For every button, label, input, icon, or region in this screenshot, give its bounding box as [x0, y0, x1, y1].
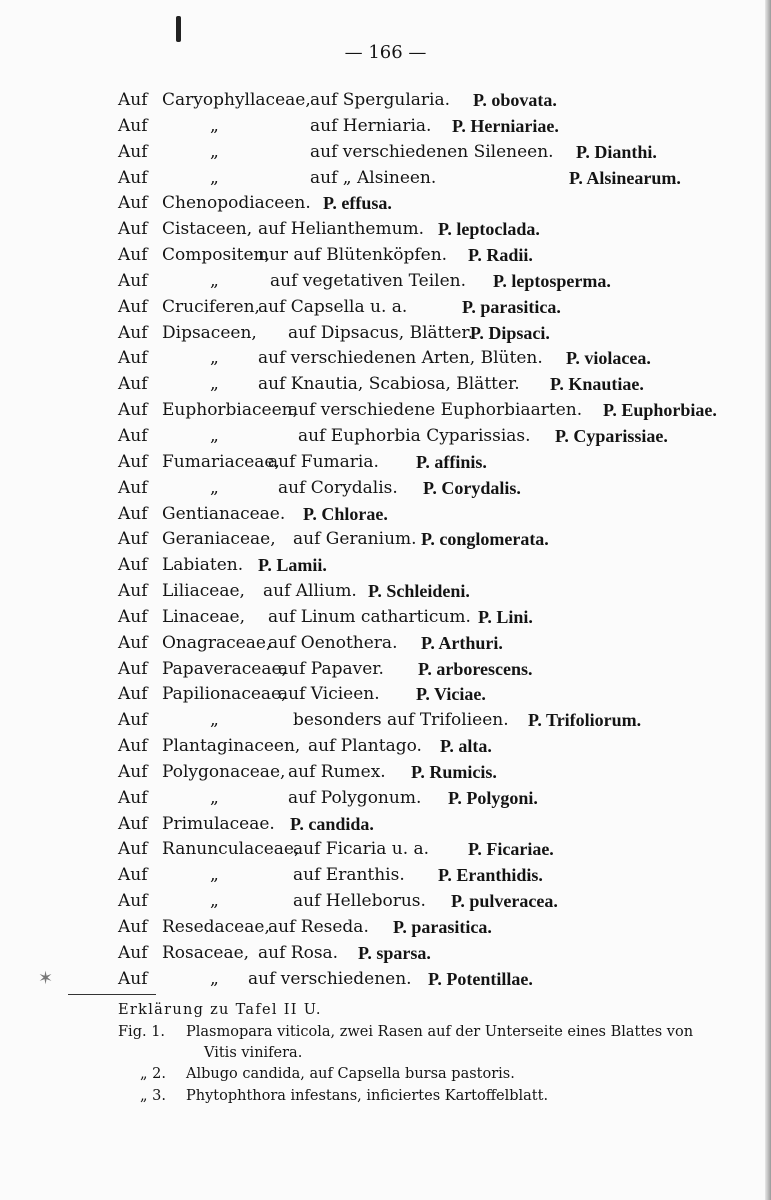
auf-word: Auf — [118, 658, 148, 679]
auf-word: Auf — [118, 270, 148, 291]
list-item — [118, 605, 768, 631]
print-blot — [176, 16, 181, 42]
list-item — [118, 424, 768, 450]
auf-word: Auf — [118, 917, 148, 937]
plant-family: „ — [210, 865, 219, 886]
host-list — [118, 88, 768, 993]
species-name: P. Corydalis. — [423, 477, 521, 498]
species-name: P. Ficariae. — [468, 839, 554, 860]
species-name: P. alta. — [440, 736, 492, 757]
species-name: P. candida. — [290, 813, 374, 834]
host-plant: auf Rosa. — [258, 942, 339, 963]
list-item — [118, 346, 768, 372]
list-item — [118, 243, 768, 269]
species-name: P. violacea. — [566, 348, 651, 369]
plant-family: „ — [210, 141, 219, 162]
host-plant: auf Eranthis. — [293, 865, 405, 886]
host-plant: auf vegetativen Teilen. — [270, 270, 467, 291]
list-item — [118, 476, 768, 502]
auf-word: Auf — [118, 839, 148, 860]
host-plant: auf verschiedene Euphorbiaarten. — [288, 400, 583, 421]
plant-family: Gentianaceae. — [162, 503, 286, 524]
list-item — [118, 527, 768, 553]
plant-family: Papaveraceae, — [162, 658, 287, 679]
list-item — [118, 217, 768, 243]
plant-family: Onagraceae, — [162, 632, 272, 653]
list-item — [118, 708, 768, 734]
plant-family: „ — [210, 425, 219, 446]
plant-family: Rosaceae, — [162, 942, 250, 963]
plant-family: Polygonaceae, — [162, 761, 286, 782]
list-item — [118, 631, 768, 657]
auf-word: Auf — [118, 891, 148, 912]
species-name: P. parasitica. — [462, 296, 561, 317]
list-item — [118, 398, 768, 424]
auf-word: Auf — [118, 942, 148, 963]
species-name: P. Rumicis. — [411, 761, 497, 782]
plant-family: Liliaceae, — [162, 581, 245, 602]
list-item — [118, 450, 768, 476]
plant-family: „ — [210, 787, 219, 808]
figure-caption: Phytophthora infestans, inficiertes Kartoffelblatt. — [186, 1088, 549, 1104]
figure-label: „ 3. — [140, 1088, 166, 1104]
species-name: P. sparsa. — [358, 942, 431, 963]
auf-word: Auf — [118, 684, 148, 705]
plant-family: „ — [210, 115, 219, 136]
footnote-rule — [68, 994, 156, 995]
species-name: P. Chlorae. — [303, 503, 388, 524]
auf-word: Auf — [118, 219, 148, 240]
list-item — [118, 140, 768, 166]
list-item — [118, 372, 768, 398]
auf-word: Auf — [118, 322, 148, 343]
plant-family: „ — [210, 891, 219, 912]
list-item — [118, 786, 768, 812]
host-plant: auf Linum catharticum. — [268, 606, 471, 627]
species-name: P. Lini. — [478, 606, 533, 627]
plant-family: Geraniaceae, — [162, 529, 276, 550]
list-item — [118, 295, 768, 321]
species-name: P. Polygoni. — [448, 787, 538, 808]
auf-word: Auf — [118, 632, 148, 653]
species-name: P. Lamii. — [258, 555, 327, 576]
auf-word: Auf — [118, 245, 148, 266]
list-item — [118, 734, 768, 760]
list-item — [118, 967, 768, 993]
list-item — [118, 191, 768, 217]
host-plant: nur auf Blütenköpfen. — [258, 245, 448, 266]
host-plant: auf Geranium. — [293, 529, 417, 550]
plant-family: Plantaginaceen, — [162, 736, 301, 757]
list-item — [118, 166, 768, 192]
host-plant: auf Oenothera. — [268, 632, 398, 653]
species-name: P. Schleideni. — [368, 581, 470, 602]
list-item — [118, 915, 768, 941]
host-plant: auf Plantago. — [308, 736, 422, 757]
list-item — [118, 837, 768, 863]
list-item — [118, 114, 768, 140]
species-name: P. effusa. — [323, 193, 392, 214]
figure-item — [118, 1086, 758, 1108]
plant-family: Chenopodiaceen. — [162, 193, 311, 214]
species-name: P. conglomerata. — [421, 529, 549, 550]
host-plant: auf Helleborus. — [293, 891, 426, 912]
species-name: P. affinis. — [416, 451, 487, 472]
species-name: P. pulveracea. — [451, 891, 558, 912]
species-name: P. Alsinearum. — [569, 167, 681, 188]
host-plant: auf Spergularia. — [310, 90, 451, 110]
auf-word: Auf — [118, 813, 148, 834]
host-plant: auf Capsella u. a. — [258, 296, 408, 317]
auf-word: Auf — [118, 167, 148, 188]
auf-word: Auf — [118, 787, 148, 808]
species-name: P. Herniariae. — [452, 115, 559, 136]
figure-item — [118, 1022, 758, 1064]
species-name: P. Viciae. — [416, 684, 486, 705]
species-name: P. parasitica. — [393, 917, 492, 937]
host-plant: auf Allium. — [263, 581, 357, 602]
auf-word: Auf — [118, 503, 148, 524]
host-plant: auf Rumex. — [288, 761, 386, 782]
margin-mark: ✶ — [38, 968, 54, 989]
species-name: P. Radii. — [468, 245, 533, 266]
plate-explanation — [118, 998, 758, 1108]
list-item — [118, 760, 768, 786]
auf-word: Auf — [118, 736, 148, 757]
host-plant: auf verschiedenen. — [248, 968, 412, 989]
auf-word: Auf — [118, 141, 148, 162]
auf-word: Auf — [118, 477, 148, 498]
figure-caption: Plasmopara viticola, zwei Rasen auf der Unterseite eines Blattes von — [186, 1024, 694, 1040]
auf-word: Auf — [118, 296, 148, 317]
host-plant: auf Fumaria. — [268, 451, 379, 472]
plant-family: Fumariaceae, — [162, 451, 280, 472]
plant-family: Cruciferen, — [162, 296, 260, 317]
list-item — [118, 682, 768, 708]
host-plant: auf verschiedenen Arten, Blüten. — [258, 348, 543, 369]
figure-item — [118, 1064, 758, 1086]
auf-word: Auf — [118, 90, 148, 110]
auf-word: Auf — [118, 425, 148, 446]
plant-family: „ — [210, 270, 219, 291]
species-name: P. leptoclada. — [438, 219, 540, 240]
list-item — [118, 88, 768, 114]
explanation-title: Erklärung zu Tafel II U. — [118, 1002, 322, 1018]
plant-family: „ — [210, 477, 219, 498]
species-name: P. Euphorbiae. — [603, 400, 717, 421]
plant-family: Dipsaceen, — [162, 322, 257, 343]
auf-word: Auf — [118, 193, 148, 214]
auf-word: Auf — [118, 555, 148, 576]
auf-word: Auf — [118, 348, 148, 369]
plant-family: „ — [210, 348, 219, 369]
list-item — [118, 553, 768, 579]
list-item — [118, 579, 768, 605]
auf-word: Auf — [118, 865, 148, 886]
list-item — [118, 863, 768, 889]
plant-family: Caryophyllaceae, — [162, 90, 311, 110]
host-plant: auf Ficaria u. a. — [293, 839, 430, 860]
plant-family: Resedaceae, — [162, 917, 270, 937]
plant-family: „ — [210, 167, 219, 188]
auf-word: Auf — [118, 968, 148, 989]
auf-word: Auf — [118, 400, 148, 421]
species-name: P. Dianthi. — [576, 141, 657, 162]
species-name: P. obovata. — [473, 90, 557, 110]
list-item — [118, 321, 768, 347]
host-plant: auf Knautia, Scabiosa, Blätter. — [258, 374, 520, 395]
species-name: P. Trifoliorum. — [528, 710, 642, 731]
species-name: P. Knautiae. — [550, 374, 644, 395]
auf-word: Auf — [118, 451, 148, 472]
host-plant: auf Vicieen. — [278, 684, 380, 705]
auf-word: Auf — [118, 115, 148, 136]
species-name: P. arborescens. — [418, 658, 533, 679]
page-number: — 166 — — [344, 42, 427, 63]
host-plant: auf Euphorbia Cyparissias. — [298, 425, 531, 446]
plant-family: Labiaten. — [162, 555, 244, 576]
list-item — [118, 657, 768, 683]
species-name: P. Eranthidis. — [438, 865, 543, 886]
host-plant: auf verschiedenen Sileneen. — [310, 141, 554, 162]
host-plant: auf Corydalis. — [278, 477, 398, 498]
plant-family: Primulaceae. — [162, 813, 275, 834]
host-plant: auf „ Alsineen. — [310, 167, 437, 188]
host-plant: auf Helianthemum. — [258, 219, 425, 240]
plant-family: Papilionaceae, — [162, 684, 287, 705]
figure-label: Fig. 1. — [118, 1024, 166, 1040]
host-plant: auf Papaver. — [278, 658, 384, 679]
species-name: P. Cyparissiae. — [555, 425, 668, 446]
plant-family: „ — [210, 374, 219, 395]
plant-family: Ranunculaceae, — [162, 839, 300, 860]
plant-family: „ — [210, 968, 219, 989]
host-plant: auf Dipsacus, Blätter. — [288, 322, 474, 343]
auf-word: Auf — [118, 710, 148, 731]
plant-family: „ — [210, 710, 219, 731]
host-plant: besonders auf Trifolieen. — [293, 710, 509, 731]
species-name: P. Arthuri. — [421, 632, 503, 653]
host-plant: auf Herniaria. — [310, 115, 432, 136]
list-item — [118, 502, 768, 528]
plant-family: Euphorbiaceen, — [162, 400, 298, 421]
species-name: P. Dipsaci. — [470, 322, 550, 343]
auf-word: Auf — [118, 761, 148, 782]
species-name: P. leptosperma. — [493, 270, 611, 291]
figure-caption-continued: Vitis vinifera. — [204, 1045, 303, 1061]
list-item — [118, 941, 768, 967]
figure-label: „ 2. — [140, 1066, 166, 1082]
auf-word: Auf — [118, 581, 148, 602]
auf-word: Auf — [118, 374, 148, 395]
auf-word: Auf — [118, 606, 148, 627]
figure-caption: Albugo candida, auf Capsella bursa pastoris. — [186, 1066, 515, 1082]
plant-family: Linaceae, — [162, 606, 245, 627]
list-item — [118, 269, 768, 295]
host-plant: auf Polygonum. — [288, 787, 422, 808]
plant-family: Cistaceen, — [162, 219, 253, 240]
auf-word: Auf — [118, 529, 148, 550]
figure-list — [118, 1022, 758, 1108]
plant-family: Compositen, — [162, 245, 270, 266]
species-name: P. Potentillae. — [428, 968, 533, 989]
list-item — [118, 812, 768, 838]
host-plant: auf Reseda. — [268, 917, 369, 937]
list-item — [118, 889, 768, 915]
